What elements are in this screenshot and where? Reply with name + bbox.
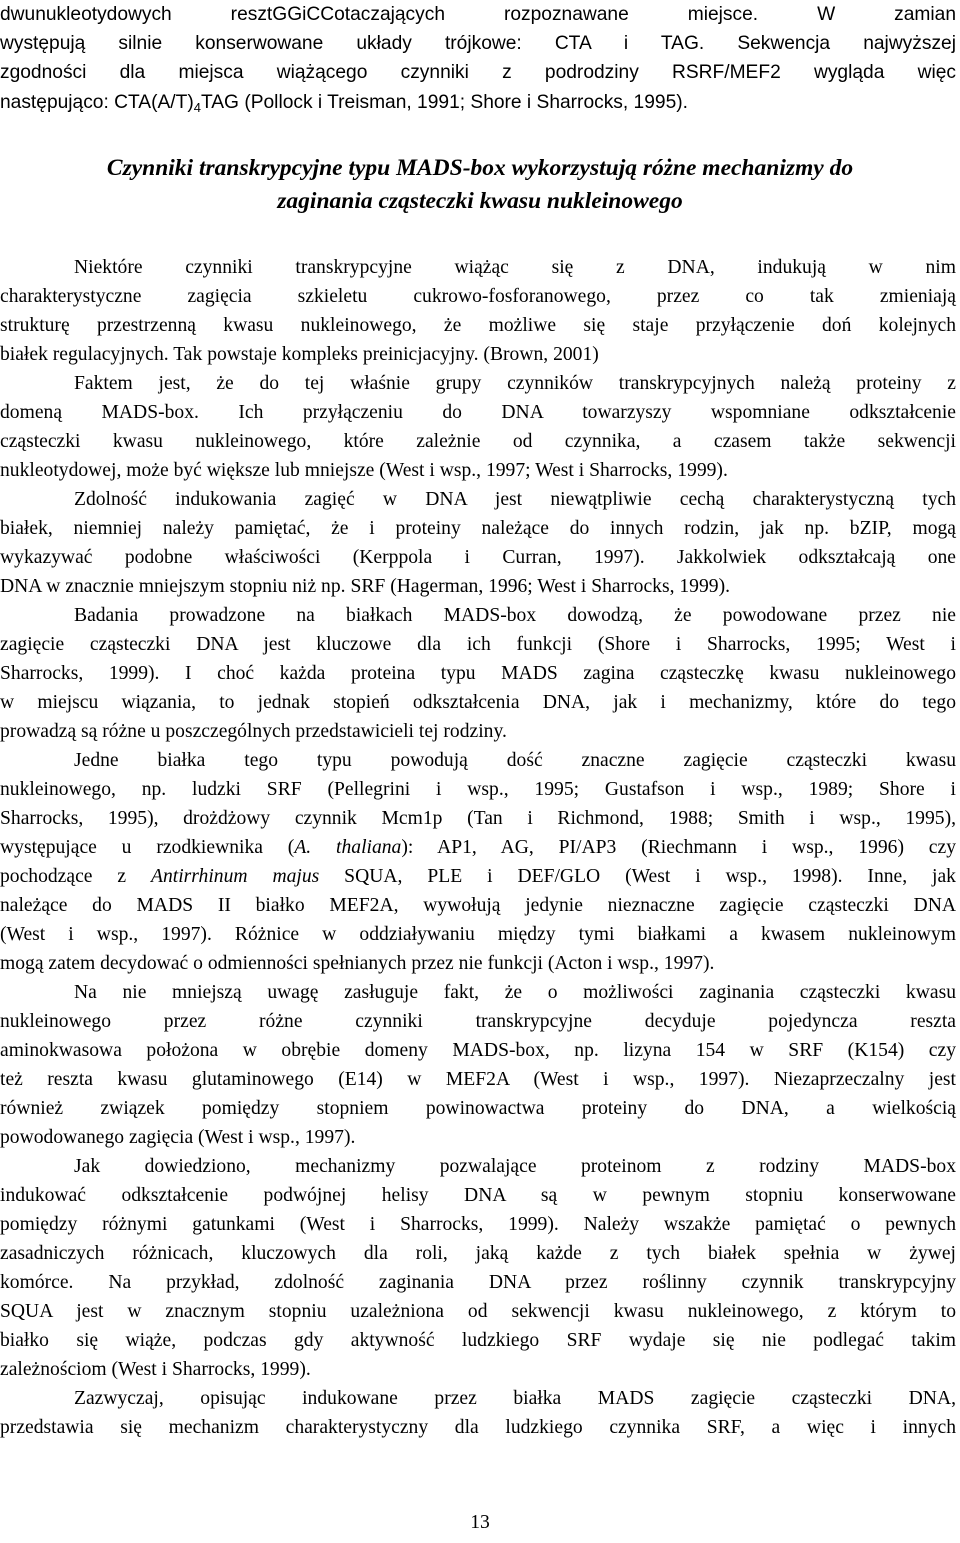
paragraph-line: powodowanego zagięcia (West i wsp., 1997).: [0, 1127, 356, 1148]
paragraph-line: indukować odkształcenie podwójnej helisy DNA są w pewnym stopniu konserwowane: [0, 1185, 956, 1206]
paragraph-line: nukleotydowej, może być większe lub mniejsze (West i wsp., 1997; West i Sharrocks, 1999).: [0, 460, 728, 481]
paragraph-line: Niektóre czynniki transkrypcyjne wiążąc się z DNA, indukują w nim: [74, 257, 956, 278]
paragraph-line: Na nie mniejszą uwagę zasługuje fakt, że o możliwości zaginania cząsteczki kwasu: [74, 982, 956, 1003]
paragraph-line: Jak dowiedziono, mechanizmy pozwalające proteinom z rodziny MADS-box: [74, 1156, 956, 1177]
intro-line: występują silnie konserwowane układy trójkowe: CTA i TAG. Sekwencja najwyższej: [0, 33, 956, 54]
paragraph-line: białek regulacyjnych. Tak powstaje kompleks preinicjacyjny. (Brown, 2001): [0, 344, 599, 365]
paragraph-line: w miejscu wiązania, to jednak stopień odkształcenia DNA, jak i mechanizmy, które do tego: [0, 692, 956, 713]
intro-line: dwunukleotydowych resztGGiCCotaczających rozpoznawane miejsce. W zamian: [0, 4, 956, 25]
intro-text: następująco: CTA(A/T): [0, 92, 194, 113]
paragraph-line: Jedne białka tego typu powodują dość znaczne zagięcie cząsteczki kwasu: [74, 750, 956, 771]
paragraph-line: zagięcie cząsteczki DNA jest kluczowe dla ich funkcji (Shore i Sharrocks, 1995; West i: [0, 634, 956, 655]
paragraph-line: Faktem jest, że do tej właśnie grupy czynników transkrypcyjnych należą proteiny z: [74, 373, 956, 394]
paragraph-line: Sharrocks, 1999). I choć każda proteina typu MADS zagina cząsteczkę kwasu nukleinowego: [0, 663, 956, 684]
italic-species: A. thaliana: [294, 837, 402, 858]
intro-line: zgodności dla miejsca wiążącego czynniki z podrodziny RSRF/MEF2 wygląda więc: [0, 62, 956, 83]
paragraph-line: aminokwasowa położona w obrębie domeny MADS-box, np. lizyna 154 w SRF (K154) czy: [0, 1040, 956, 1061]
paragraph-line: zasadniczych różnicach, kluczowych dla roli, jaką każde z tych białek spełnia w żywej: [0, 1243, 956, 1264]
paragraph-line: również związek pomiędzy stopniem powinowactwa proteiny do DNA, a wielkością: [0, 1098, 956, 1119]
paragraph-line: zależnościom (West i Sharrocks, 1999).: [0, 1359, 311, 1380]
paragraph-line: (West i wsp., 1997). Różnice w oddziaływaniu między tymi białkami a kwasem nukleinowym: [0, 924, 956, 945]
page-number: 13: [470, 1512, 490, 1533]
paragraph-line: nukleinowego, np. ludzki SRF (Pellegrini i wsp., 1995; Gustafson i wsp., 1989; Shore i: [0, 779, 956, 800]
paragraph-line: charakterystyczne zagięcia szkieletu cukrowo-fosforanowego, przez co tak zmieniają: [0, 286, 956, 307]
paragraph-line: [0, 862, 956, 891]
intro-text: TAG (Pollock i Treisman, 1991; Shore i Sharrocks, 1995).: [200, 92, 688, 113]
paragraph-line: należące do MADS II białko MEF2A, wywołują jedynie nieznaczne zagięcie cząsteczki DNA: [0, 895, 956, 916]
text-run: pochodzące z: [0, 866, 151, 887]
paragraph-line: mogą zatem decydować o odmienności spełnianych przez nie funkcji (Acton i wsp., 1997).: [0, 953, 715, 974]
paragraph-line: SQUA jest w znacznym stopniu uzależniona od sekwencji kwasu nukleinowego, z którym to: [0, 1301, 956, 1322]
paragraph-line: Sharrocks, 1995), drożdżowy czynnik Mcm1p (Tan i Richmond, 1988; Smith i wsp., 1995),: [0, 808, 956, 829]
paragraph-line: przedstawia się mechanizm charakterystyczny dla ludzkiego czynnika SRF, a więc i innych: [0, 1417, 956, 1438]
paragraph-line: pomiędzy różnymi gatunkami (West i Sharrocks, 1999). Należy wszakże pamiętać o pewnych: [0, 1214, 956, 1235]
paragraph-line: białek, niemniej należy pamiętać, że i proteiny należące do innych rodzin, jak np. bZIP, mogą: [0, 518, 956, 539]
paragraph-line: białko się wiąże, podczas gdy aktywność ludzkiego SRF wydaje się nie podlegać takim: [0, 1330, 956, 1351]
paragraph-line: wykazywać podobne właściwości (Kerppola i Curran, 1997). Jakkolwiek odkształcają one: [0, 547, 956, 568]
italic-species: Antirrhinum majus: [151, 866, 320, 887]
text-run: SQUA, PLE i DEF/GLO (West i wsp., 1998). Inne, jak: [319, 866, 956, 887]
paragraph-line: Zdolność indukowania zagięć w DNA jest niewątpliwie cechą charakterystyczną tych: [74, 489, 956, 510]
paragraph-line: strukturę przestrzenną kwasu nukleinowego, że możliwe się staje przyłączenie doń kolejnych: [0, 315, 956, 336]
paragraph-line: cząsteczki kwasu nukleinowego, które zależnie od czynnika, a czasem także sekwencji: [0, 431, 956, 452]
paragraph-line: też reszta kwasu glutaminowego (E14) w MEF2A (West i wsp., 1997). Niezaprzeczalny jest: [0, 1069, 956, 1090]
intro-line-last: [0, 88, 956, 117]
paragraph-line: [0, 833, 956, 862]
paragraph-line: nukleinowego przez różne czynniki transkrypcyjne decyduje pojedyncza reszta: [0, 1011, 956, 1032]
paragraph-line: domeną MADS-box. Ich przyłączeniu do DNA towarzyszy wspomniane odkształcenie: [0, 402, 956, 423]
section-heading: zaginania cząsteczki kwasu nukleinowego: [277, 188, 683, 214]
text-run: ): AP1, AG, PI/AP3 (Riechmann i wsp., 1996) czy: [401, 837, 956, 858]
paragraph-line: Badania prowadzone na białkach MADS-box dowodzą, że powodowane przez nie: [74, 605, 956, 626]
paragraph-line: DNA w znacznie mniejszym stopniu niż np. SRF (Hagerman, 1996; West i Sharrocks, 1999).: [0, 576, 730, 597]
section-heading: Czynniki transkrypcyjne typu MADS-box wykorzystują różne mechanizmy do: [106, 155, 854, 181]
subscript: 4: [193, 100, 201, 115]
paragraph-line: prowadzą są różne u poszczególnych przedstawicieli tej rodziny.: [0, 721, 507, 742]
paragraph-line: Zazwyczaj, opisując indukowane przez białka MADS zagięcie cząsteczki DNA,: [74, 1388, 956, 1409]
paragraph-line: komórce. Na przykład, zdolność zaginania DNA przez roślinny czynnik transkrypcyjny: [0, 1272, 956, 1293]
text-run: występujące u rzodkiewnika (: [0, 837, 295, 858]
